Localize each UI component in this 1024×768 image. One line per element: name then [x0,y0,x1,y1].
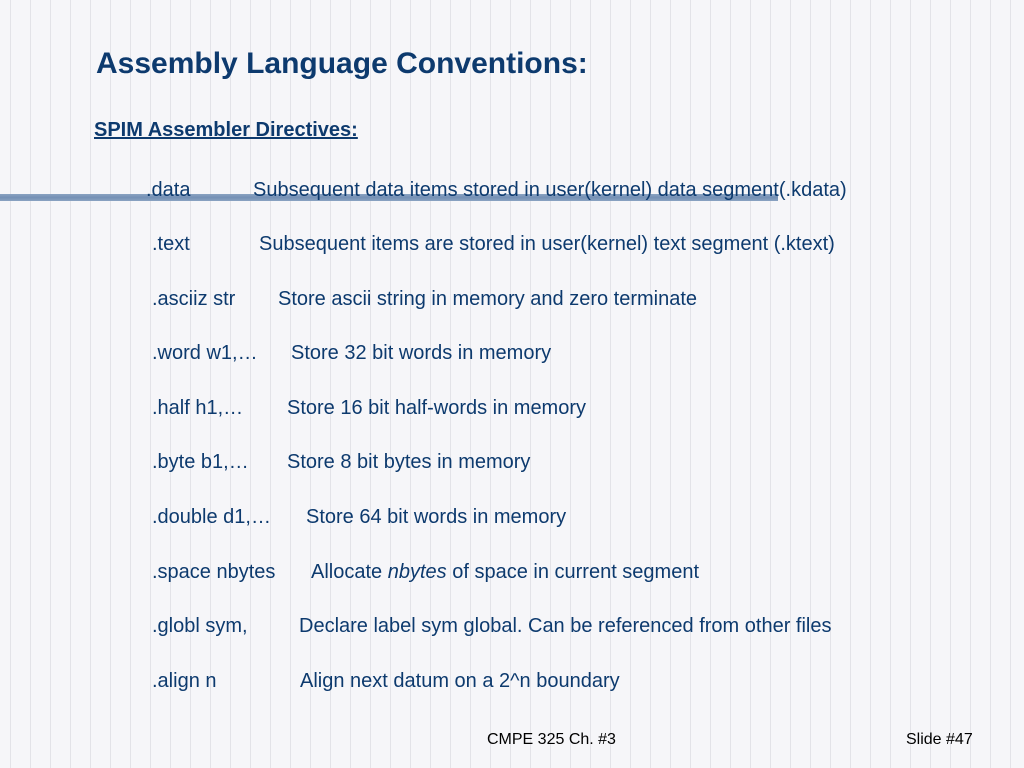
directive-name: .text [152,233,190,255]
directive-name: .data [146,179,191,201]
directive-description: Store 16 bit half-words in memory [287,397,587,419]
directive-description: Align next datum on a 2^n boundary [300,670,620,692]
directive-description: Subsequent items are stored in user(kernel) text segment (.ktext) [259,233,835,255]
directive-description: Store 32 bit words in memory [291,342,552,364]
directive-name: .double d1,… [152,506,271,528]
slide-title: Assembly Language Conventions: [96,47,588,80]
footer-course: CMPE 325 Ch. #3 [487,731,616,748]
description-text: Allocate [311,561,388,583]
directive-description: Subsequent data items stored in user(kernel) data segment(.kdata) [253,179,847,201]
footer-slide-number: Slide #47 [906,731,973,748]
directive-description: Store ascii string in memory and zero terminate [278,288,698,310]
directive-name: .asciiz str [152,288,236,310]
section-subtitle: SPIM Assembler Directives: [94,119,358,141]
directive-description: Declare label sym global. Can be referenced from other files [299,615,832,637]
directive-description [311,561,699,584]
directive-name: .globl sym, [152,615,248,637]
description-text: of space in current segment [446,561,700,583]
directive-name: .byte b1,… [152,451,249,473]
description-italic: nbytes [387,561,447,583]
directive-name: .half h1,… [152,397,244,419]
directive-description: Store 64 bit words in memory [306,506,567,528]
directive-name: .align n [152,670,217,692]
directive-name: .space nbytes [152,561,276,583]
directive-description: Store 8 bit bytes in memory [287,451,531,473]
directive-name: .word w1,… [152,342,258,364]
